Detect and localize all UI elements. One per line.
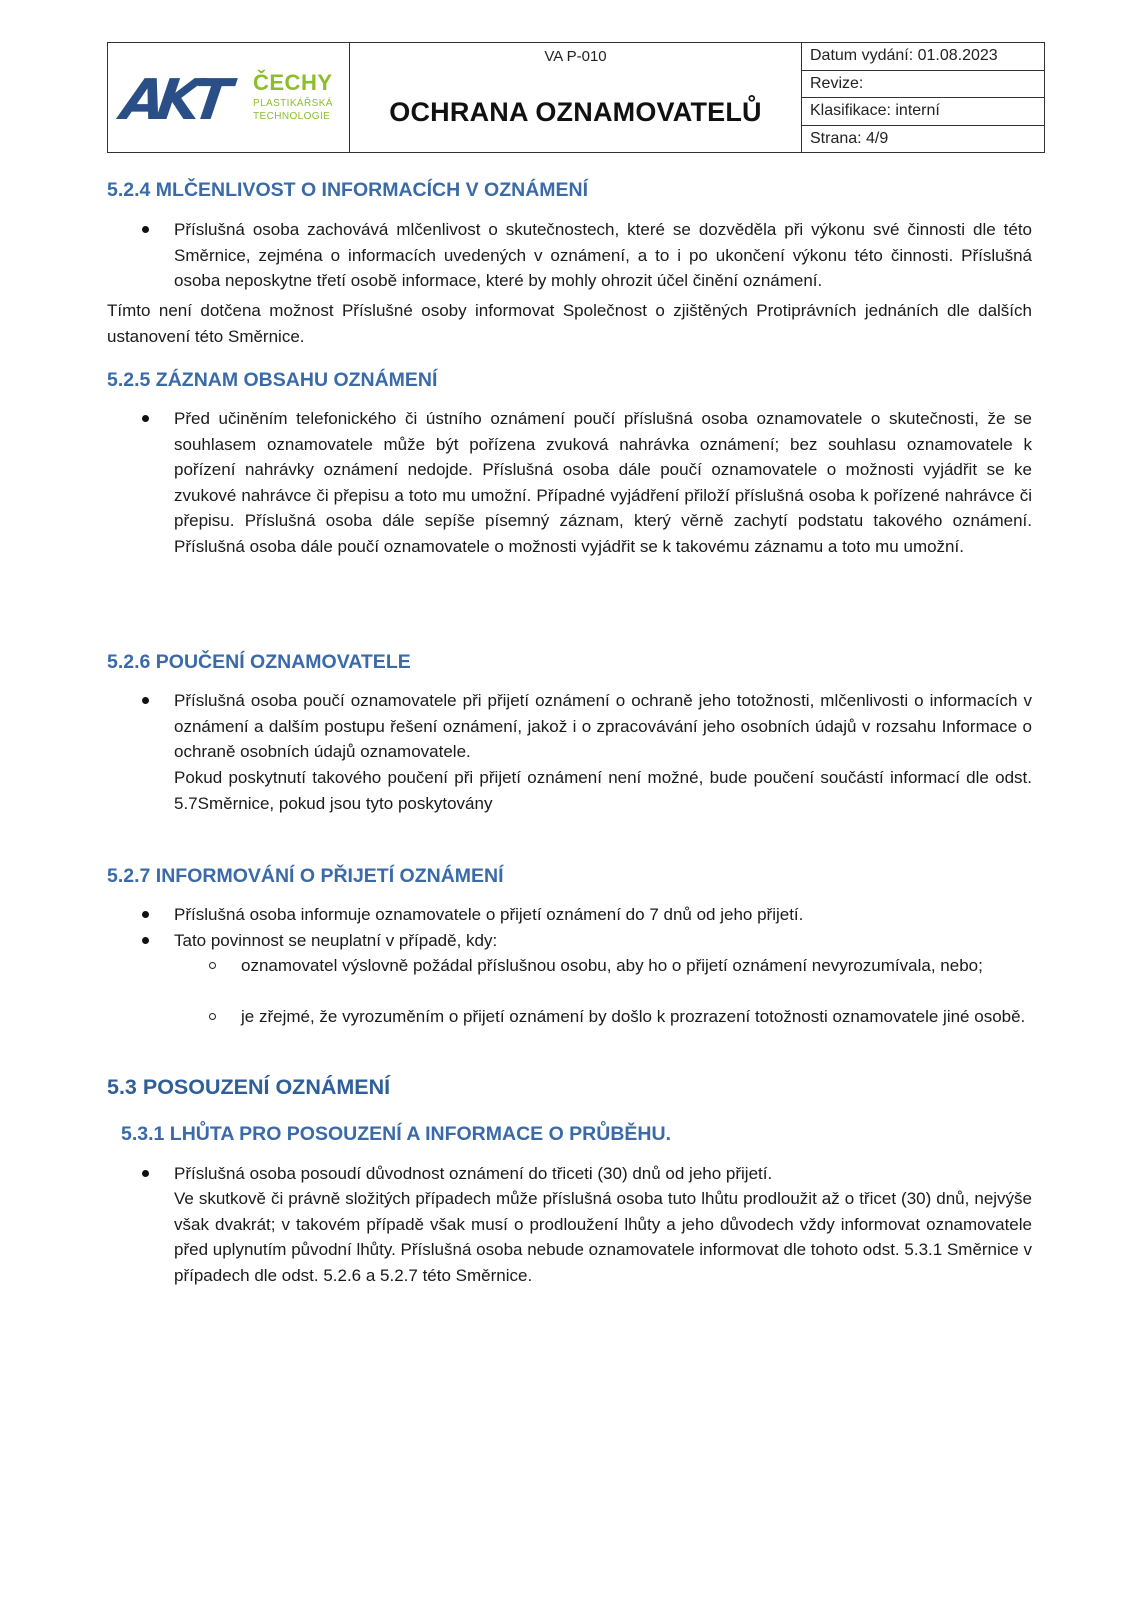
section-heading-5-2-4: 5.2.4 MLČENLIVOST O INFORMACÍCH V OZNÁMENÍ [107,179,589,201]
section-heading-5-3: 5.3 POSOUZENÍ OZNÁMENÍ [107,1075,391,1099]
circle-bullet-icon [209,1013,216,1020]
bullet-icon [142,937,149,944]
logo-subtitle [253,97,333,123]
document-code: VA P-010 [544,48,607,65]
logo-subtitle-line2: TECHNOLOGIE [253,111,331,122]
list-item [174,406,1032,559]
logo-akt-mark: AKT [117,68,228,133]
sub-list-item-text: je zřejmé, že vyrozuměním o přijetí oznámení by došlo k prozrazení totožnosti oznamovatele jiné osobě. [241,1007,1026,1026]
meta-classification: Klasifikace: interní [802,98,1044,126]
logo-name: ČECHY [253,70,333,95]
list-item [174,217,1032,294]
list-item-continuation: Pokud poskytnutí takového poučení při přijetí oznámení není možné, bude poučení součástí informací dle odst. 5.7Směrnice, pokud jsou tyto poskytovány [174,768,1032,813]
header-title-cell [350,43,802,152]
list-item-text: Příslušná osoba informuje oznamovatele o přijetí oznámení do 7 dnů od jeho přijetí. [174,905,804,924]
meta-page: Strana: 4/9 [810,129,889,147]
list-item-text: Před učiněním telefonického či ústního oznámení poučí příslušná osoba oznamovatele o skutečnosti, že se souhlasem oznamovatele může být pořízena zvuková nahrávka oznámení; bez souhlasu oznamovatele k pořízení nahrávky oznámení nedojde. Příslušná osoba dále poučí oznamovatele o možnosti vyjádřit se ke zvukové nahrávce či přepisu a toto mu umožní. Případné vyjádření přiloží příslušná osoba k pořízené nahrávce či přepisu. Příslušná osoba dále sepíše písemný záznam, který věrně zachytí podstatu takového oznámení. Příslušná osoba dále poučí oznamovatele o možnosti vyjádřit se k takovému záznamu a toto mu umožní. [174,409,1032,556]
logo-subtitle-line1: PLASTIKÁŘSKÁ [253,98,333,109]
list-item-text: Příslušná osoba zachovává mlčenlivost o skutečnostech, které se dozvěděla při výkonu své činnosti dle této Směrnice, zejména o informacích uvedených v oznámení, a to i po ukončení výkonu této činnosti. Příslušná osoba neposkytne třetí osobě informace, které by mohly ohrozit účel činění oznámení. [174,220,1032,290]
section-heading-5-2-7: 5.2.7 INFORMOVÁNÍ O PŘIJETÍ OZNÁMENÍ [107,865,504,887]
bullet-icon [142,226,149,233]
list-item [174,928,1032,954]
meta-revision: Revize: [802,71,1044,99]
paragraph: Tímto není dotčena možnost Příslušné osoby informovat Společnost o zjištěných Protiprávních jednáních dle dalších ustanovení této Směrnice. [107,301,1032,346]
list-item-text: Tato povinnost se neuplatní v případě, kdy: [174,931,498,950]
sub-list-item [241,953,1032,979]
sub-list-item [241,1004,1032,1030]
meta-issue-date: Datum vydání: 01.08.2023 [802,43,1044,71]
bullet-icon [142,415,149,422]
circle-bullet-icon [209,962,216,969]
bullet-icon [142,1170,149,1177]
list-item [174,688,1032,765]
list-item [174,1161,1032,1187]
company-logo [108,43,350,152]
document-title: OCHRANA OZNAMOVATELŮ [389,97,762,127]
header-meta [802,43,1044,152]
section-heading-5-2-6: 5.2.6 POUČENÍ OZNAMOVATELE [107,651,411,673]
document-header [107,42,1045,153]
sub-list-item-text: oznamovatel výslovně požádal příslušnou osobu, aby ho o přijetí oznámení nevyrozumívala, nebo; [241,956,983,975]
list-item-continuation: Ve skutkově či právně složitých případech může příslušná osoba tuto lhůtu prodloužit až o třicet (30) dnů, nejvýše však dvakrát; v takovém případě však musí o prodloužení lhůty a jeho důvodech vždy informovat oznamovatele před uplynutím původní lhůty. Příslušná osoba nebude oznamovatele informovat dle tohoto odst. 5.3.1 Směrnice v případech dle odst. 5.2.6 a 5.2.7 této Směrnice. [174,1189,1032,1285]
list-item [174,902,1032,928]
list-item-text: Příslušná osoba poučí oznamovatele při přijetí oznámení o ochraně jeho totožnosti, mlčenlivosti o informacích v oznámení a dalším postupu řešení oznámení, jakož i o zpracovávání jeho osobních údajů v rozsahu Informace o ochraně osobních údajů oznamovatele. [174,691,1032,761]
bullet-icon [142,697,149,704]
bullet-icon [142,911,149,918]
list-item-text: Příslušná osoba posoudí důvodnost oznámení do třiceti (30) dnů od jeho přijetí. [174,1164,773,1183]
section-heading-5-2-5: 5.2.5 ZÁZNAM OBSAHU OZNÁMENÍ [107,369,438,391]
section-heading-5-3-1: 5.3.1 LHŮTA PRO POSOUZENÍ A INFORMACE O PRŮBĚHU. [121,1123,672,1145]
